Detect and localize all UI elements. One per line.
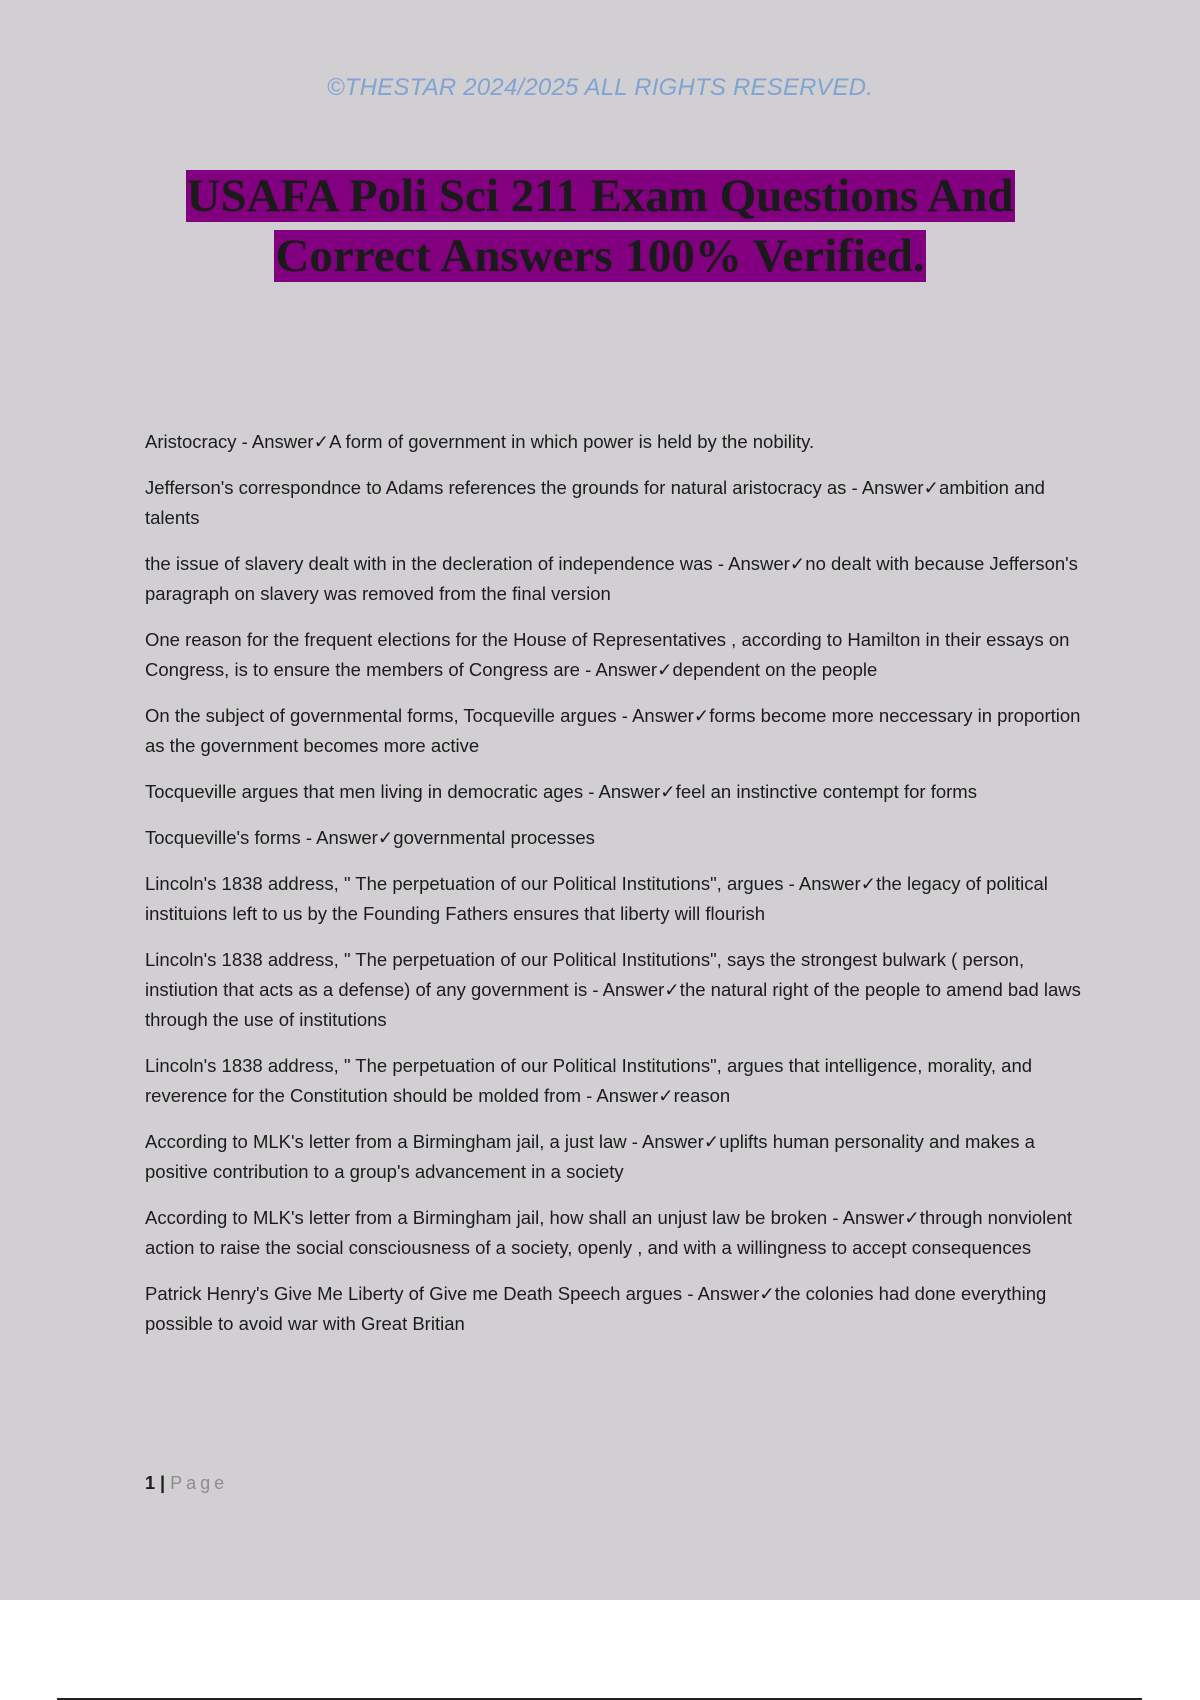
page-number: 1 (145, 1473, 156, 1493)
page-footer (145, 1473, 228, 1494)
qa-item: Lincoln's 1838 address, " The perpetuation of our Political Institutions", argues - Answer✓the legacy of political instituions left to us by the Founding Fathers ensures that liberty will flourish (145, 873, 1048, 924)
qa-item: Tocqueville argues that men living in democratic ages - Answer✓feel an instinctive contempt for forms (145, 781, 977, 802)
qa-item: Lincoln's 1838 address, " The perpetuation of our Political Institutions", argues that intelligence, morality, and reverence for the Constitution should be molded from - Answer✓reason (145, 1055, 1033, 1106)
copyright-header: ©THESTAR 2024/2025 ALL RIGHTS RESERVED. (326, 74, 874, 101)
qa-item: the issue of slavery dealt with in the decleration of independence was - Answer✓no dealt with because Jefferson's paragraph on slavery was removed from the final version (145, 553, 1078, 604)
qa-item: Tocqueville's forms - Answer✓governmental processes (145, 827, 595, 848)
page-separator: | (160, 1473, 166, 1493)
title-line-2: Correct Answers 100% Verified. (275, 230, 925, 282)
qa-item: Jefferson's correspondnce to Adams references the grounds for natural aristocracy as - Answer✓ambition and talents (145, 477, 1045, 528)
qa-item: According to MLK's letter from a Birmingham jail, how shall an unjust law be broken - Answer✓through nonviolent action to raise the social consciousness of a society, openly , and with a willingness to accept consequences (145, 1207, 1073, 1258)
title-line-1: USAFA Poli Sci 211 Exam Questions And (186, 170, 1014, 222)
qa-item: According to MLK's letter from a Birmingham jail, a just law - Answer✓uplifts human personality and makes a positive contribution to a group's advancement in a society (145, 1131, 1035, 1182)
qa-item: Patrick Henry's Give Me Liberty of Give me Death Speech argues - Answer✓the colonies had done everything possible to avoid war with Great Britian (145, 1283, 1047, 1334)
qa-item: Lincoln's 1838 address, " The perpetuation of our Political Institutions", says the strongest bulwark ( person, instiution that acts as a defense) of any government is - Answer✓the natural right of the people to amend bad laws through the use of institutions (145, 949, 1081, 1030)
qa-item: One reason for the frequent elections for the House of Representatives , according to Hamilton in their essays on Congress, is to ensure the members of Congress are - Answer✓dependent on the people (145, 629, 1070, 680)
qa-item: Aristocracy - Answer✓A form of government in which power is held by the nobility. (145, 431, 815, 452)
document-title (100, 166, 1100, 286)
page-label: Page (170, 1473, 229, 1493)
qa-item: On the subject of governmental forms, Tocqueville argues - Answer✓forms become more neccessary in proportion as the government becomes more active (145, 705, 1081, 756)
qa-list (145, 427, 1090, 1355)
